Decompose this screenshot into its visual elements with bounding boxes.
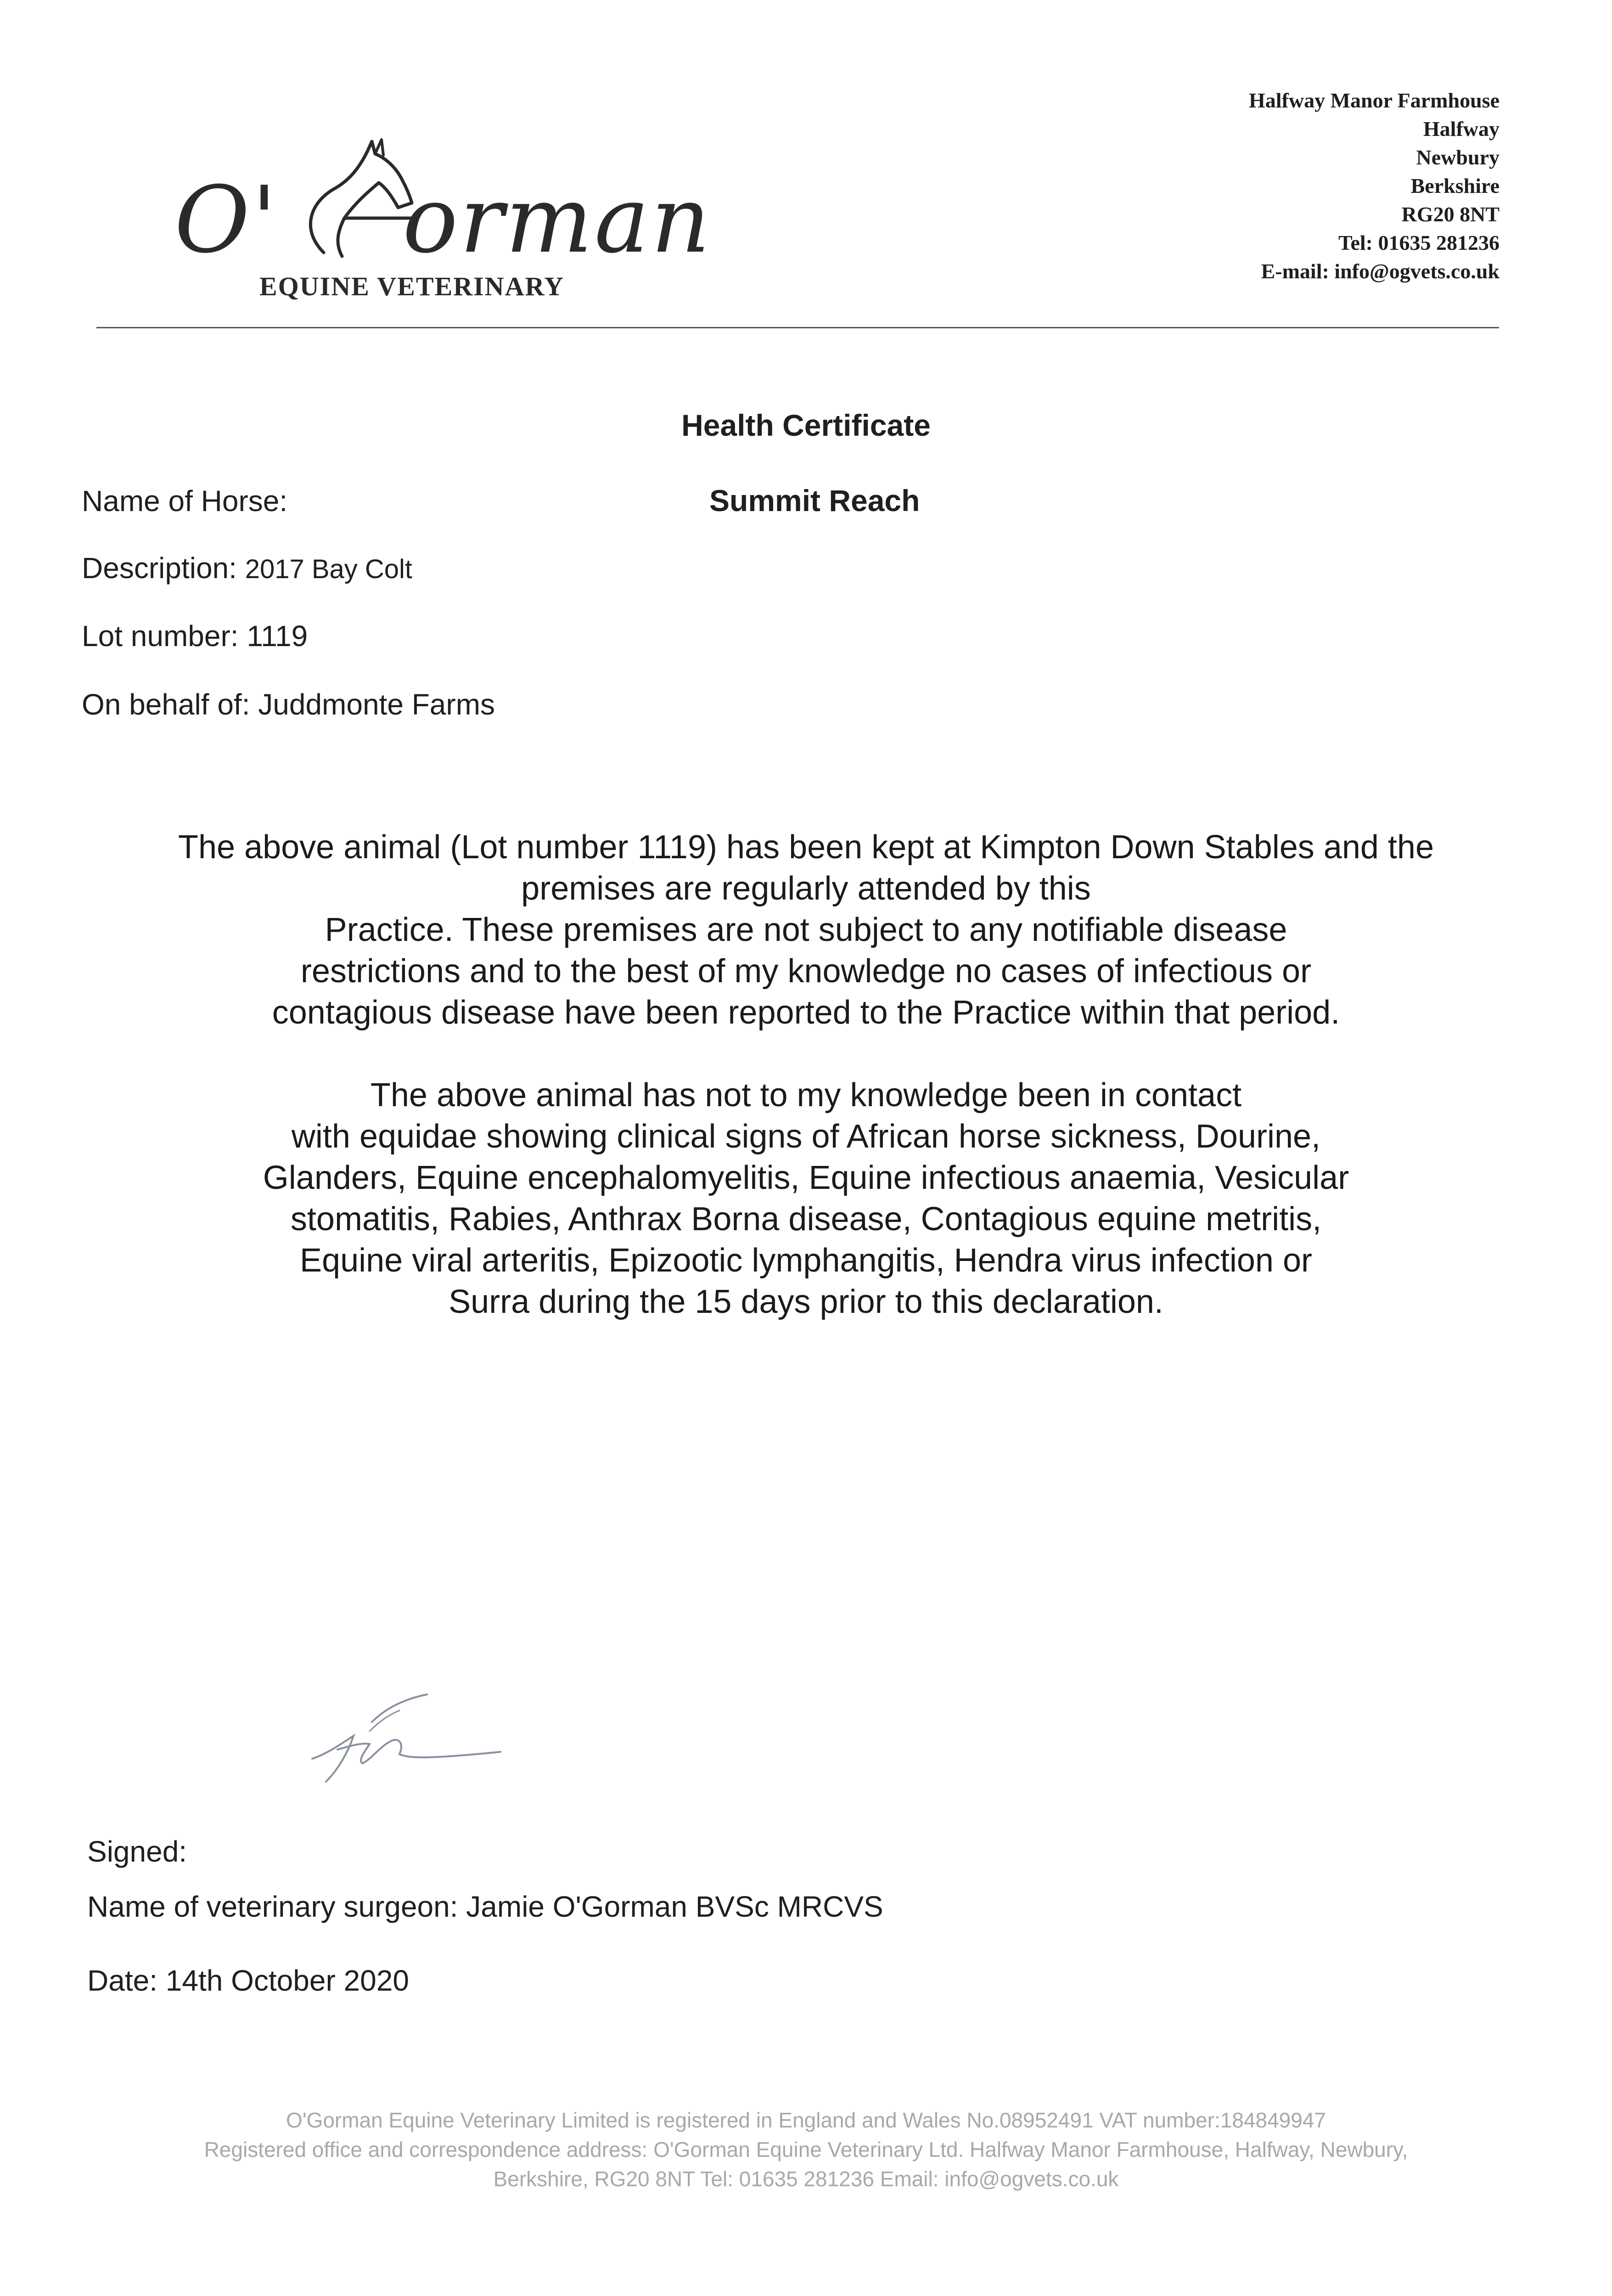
paragraph-line: The above animal (Lot number 1119) has been kept at Kimpton Down Stables and the — [178, 829, 1434, 866]
paragraph-line: premises are regularly attended by this — [521, 870, 1091, 907]
paragraph-line: contagious disease have been reported to the Practice within that period. — [272, 994, 1340, 1031]
address-line: RG20 8NT — [1401, 203, 1500, 226]
horse-head-icon — [292, 133, 448, 271]
paragraph-line: Equine viral arteritis, Epizootic lymphangitis, Hendra virus infection or — [300, 1242, 1312, 1279]
registration-footer — [0, 2105, 1612, 2194]
description-value: 2017 Bay Colt — [245, 554, 413, 584]
paragraph-line: stomatitis, Rabies, Anthrax Borna disease, Contagious equine metritis, — [290, 1201, 1322, 1238]
logo-subtitle: EQUINE VETERINARY — [259, 271, 565, 301]
paragraph-line: Glanders, Equine encephalomyelitis, Equine infectious anaemia, Vesicular — [263, 1159, 1349, 1196]
paragraph-line: Practice. These premises are not subject to any notifiable disease — [325, 912, 1287, 948]
paragraph-line: Surra during the 15 days prior to this declaration. — [449, 1283, 1163, 1320]
certificate-title: Health Certificate — [681, 408, 931, 442]
horse-name-value: Summit Reach — [709, 484, 920, 518]
practice-address — [1249, 86, 1500, 286]
lot-number-field: Lot number: 1119 — [82, 619, 308, 653]
on-behalf-field: On behalf of: Juddmonte Farms — [82, 688, 495, 721]
description-field — [82, 551, 412, 585]
footer-line: O'Gorman Equine Veterinary Limited is registered in England and Wales No.08952491 VAT number:184849947 — [286, 2108, 1326, 2132]
signed-label: Signed: — [87, 1835, 187, 1868]
logo-wordmark-prefix: O' — [174, 167, 279, 274]
company-logo — [174, 133, 712, 308]
declaration-paragraph-1 — [0, 827, 1612, 1033]
footer-line: Berkshire, RG20 8NT Tel: 01635 281236 Email: info@ogvets.co.uk — [493, 2167, 1119, 2191]
description-label: Description: — [82, 551, 237, 585]
handwritten-signature — [294, 1690, 514, 1795]
address-line: Newbury — [1416, 146, 1500, 169]
paragraph-line: with equidae showing clinical signs of African horse sickness, Dourine, — [291, 1118, 1321, 1155]
header-divider — [96, 327, 1499, 328]
address-line: Berkshire — [1410, 174, 1500, 197]
horse-name-label: Name of Horse: — [82, 484, 288, 518]
date-line: Date: 14th October 2020 — [87, 1964, 409, 1997]
footer-line: Registered office and correspondence address: O'Gorman Equine Veterinary Ltd. Halfway Manor Farmhouse, Halfway, Newbury, — [204, 2138, 1408, 2161]
address-line: Halfway — [1423, 117, 1500, 141]
address-phone: Tel: 01635 281236 — [1338, 231, 1500, 254]
address-email: E-mail: info@ogvets.co.uk — [1261, 259, 1500, 283]
veterinary-surgeon-line: Name of veterinary surgeon: Jamie O'Gorman BVSc MRCVS — [87, 1890, 883, 1923]
address-line: Halfway Manor Farmhouse — [1248, 89, 1500, 112]
declaration-paragraph-2 — [0, 1075, 1612, 1322]
paragraph-line: The above animal has not to my knowledge been in contact — [370, 1077, 1242, 1114]
logo-wordmark-suffix: orman — [402, 167, 712, 274]
paragraph-line: restrictions and to the best of my knowledge no cases of infectious or — [300, 953, 1312, 990]
